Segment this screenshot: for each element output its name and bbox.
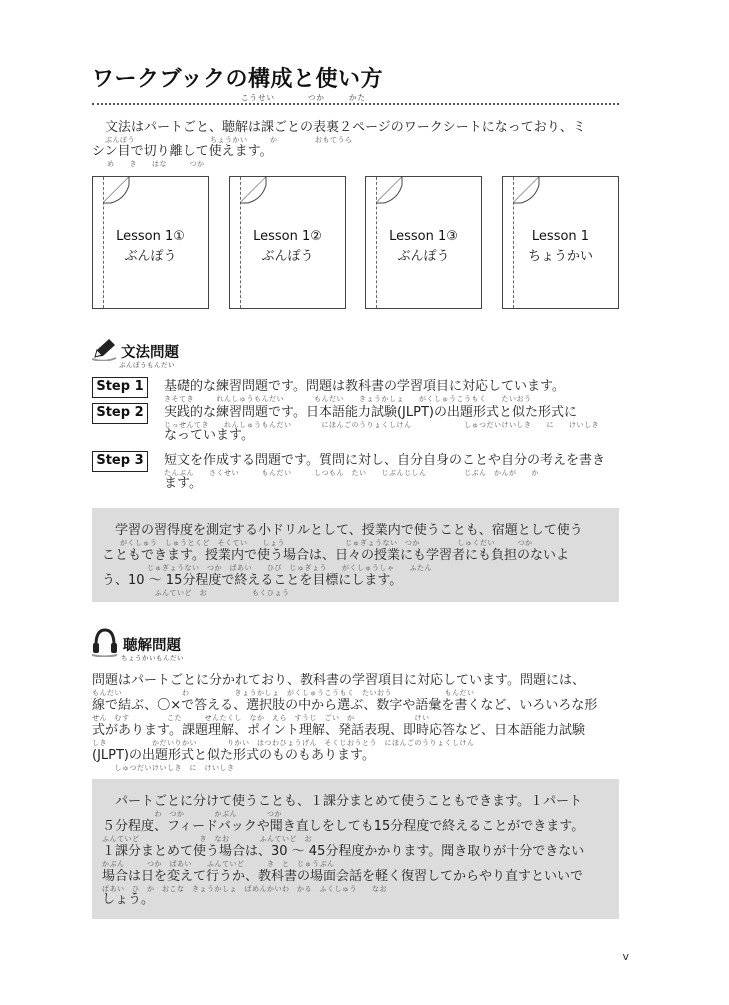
worksheet-card [502, 176, 619, 309]
step-3-text: ます。 [164, 476, 202, 491]
step-2-label: Step 2 [92, 403, 148, 424]
listening-note-line: 場合は日を変えて行うか、教科書の場面会話を軽く復習してからやり直すといいで [102, 869, 584, 884]
listening-note-line: ５分程度、フィードバックや聞き直しをしても15分程度で終えることができます。 [102, 819, 585, 834]
title-ruby: つか [308, 93, 325, 102]
worksheet-lesson: Lesson 1③ [389, 229, 458, 244]
title-divider [92, 103, 619, 105]
intro-line: 文法はパートごと、聴解は課ごとの表裏２ページのワークシートになっており、ミ [92, 120, 586, 135]
listening-note-ruby: かぶん つか ばあい ふんていど き と じゅうぶん [102, 860, 335, 868]
listening-body-ruby: せん むす こた せんたくし なか えら すうじ ごい か けい [92, 714, 430, 722]
listening-heading: 聴解問題 [123, 638, 181, 654]
listening-note-ruby: わ つか かぶん つか [102, 810, 282, 818]
worksheet-lesson: Lesson 1 [531, 229, 590, 244]
worksheet-type: ぶんぽう [397, 249, 450, 264]
listening-body-line: 式があります。課題理解、ポイント理解、発話表現、即時応答など、日本語能力試験 [92, 723, 585, 738]
worksheet-card [229, 176, 346, 309]
step-3-text: 短文を作成する問題です。質問に対し、自分自身のことや自分の考えを書き [164, 453, 605, 468]
listening-note-ruby: ばあい ひ か おこな きょうかしょ ばめんかいわ かる ふくしゅう なお [102, 885, 387, 893]
listening-note-line: １課分まとめて使う場合は、30 ～ 45分程度かかります。聞き取りが十分できない [102, 844, 585, 859]
step-3-ruby: たんぶん さくせい もんだい しつもん たい じぶんじしん じぶん かんが か [164, 469, 539, 477]
intro-line: シン目で切り離して使えます。 [92, 144, 273, 159]
listening-note-box [92, 779, 619, 919]
folded-corner-icon [513, 177, 543, 207]
grammar-note-ruby: ふんていど お もくひょう [102, 589, 290, 597]
grammar-note-line: こともできます。授業内で使う場合は、日々の授業にも学習者にも負担のないよ [102, 548, 569, 563]
intro-ruby: ぶんぽう ちょうかい か おもてうら [105, 136, 353, 144]
listening-body-ruby: しゅつだいけいしき に けいしき [92, 764, 235, 772]
grammar-note-line: 学習の習得度を測定する小ドリルとして、授業内で使うことも、宿題として使う [102, 523, 583, 538]
step-1-text: 基礎的な練習問題です。問題は教科書の学習項目に対応しています。 [164, 379, 565, 394]
folded-corner-icon [103, 177, 133, 207]
step-2-text: 実践的な練習問題です。日本語能力試験(JLPT)の出題形式と似た形式に [164, 405, 577, 420]
listening-note-line: しょう。 [102, 892, 155, 907]
listening-body-ruby: しき かだいりかい りかい はつわひょうげん そくじおうとう にほんごのうりょくしけん [92, 739, 475, 747]
worksheet-card [92, 176, 209, 309]
grammar-note-ruby: じゅぎょうない つか ばあい ひび じゅぎょう がくしゅうしゃ ふたん [102, 564, 432, 572]
page-title: ワークブックの構成と使い方 [92, 67, 383, 92]
title-ruby: こうせい [241, 93, 275, 102]
folded-corner-icon [240, 177, 270, 207]
listening-note-line: パートごとに分けて使うことも、１課分まとめて使うこともできます。１パート [102, 794, 582, 809]
listening-body-line: (JLPT)の出題形式と似た形式のものもあります。 [92, 748, 375, 763]
step-1-ruby: きそてき れんしゅうもんだい もんだい きょうかしょ がくしゅうこうもく たいおう [164, 395, 532, 403]
intro-ruby: め き はな つか [92, 160, 205, 168]
grammar-note-box [92, 508, 619, 602]
listening-body-line: 線で結ぶ、〇×で答える、選択肢の中から選ぶ、数字や語彙を書くなど、いろいろな形 [92, 698, 598, 713]
title-ruby: かた [349, 93, 366, 102]
step-2-ruby: じっせんてき れんしゅうもんだい にほんごのうりょくしけん しゅつだいけいしき に けいしき [164, 421, 599, 429]
worksheet-lesson: Lesson 1② [253, 229, 322, 244]
listening-body-ruby: もんだい わ きょうかしょ がくしゅうこうもく たいおう もんだい [92, 689, 475, 697]
worksheet-card [365, 176, 482, 309]
step-3-label: Step 3 [92, 451, 148, 472]
step-1-label: Step 1 [92, 377, 148, 398]
page-number: v [622, 950, 629, 963]
listening-body-line: 問題はパートごとに分かれており、教科書の学習項目に対応しています。問題には、 [92, 673, 585, 688]
grammar-note-ruby: がくしゅう しゅうとくど そくてい しょう じゅぎょうない つか しゅくだい つか [120, 539, 533, 547]
listening-note-ruby: ふんていど き なお ふんていど お [102, 835, 312, 843]
worksheet-type: ぶんぽう [124, 249, 177, 264]
step-2-text: なっています。 [164, 428, 254, 443]
worksheet-type: ちょうかい [527, 249, 593, 264]
pencil-icon [92, 337, 118, 361]
folded-corner-icon [376, 177, 406, 207]
listening-heading-ruby: ちょうかいもんだい [121, 654, 184, 662]
grammar-heading: 文法問題 [121, 345, 179, 361]
headphones-icon [92, 627, 118, 657]
grammar-heading-ruby: ぶんぽうもんだい [119, 361, 175, 369]
grammar-note-line: う、10 ～ 15分程度で終えることを目標にします。 [102, 573, 403, 588]
worksheet-lesson: Lesson 1① [116, 229, 185, 244]
worksheet-type: ぶんぽう [261, 249, 314, 264]
